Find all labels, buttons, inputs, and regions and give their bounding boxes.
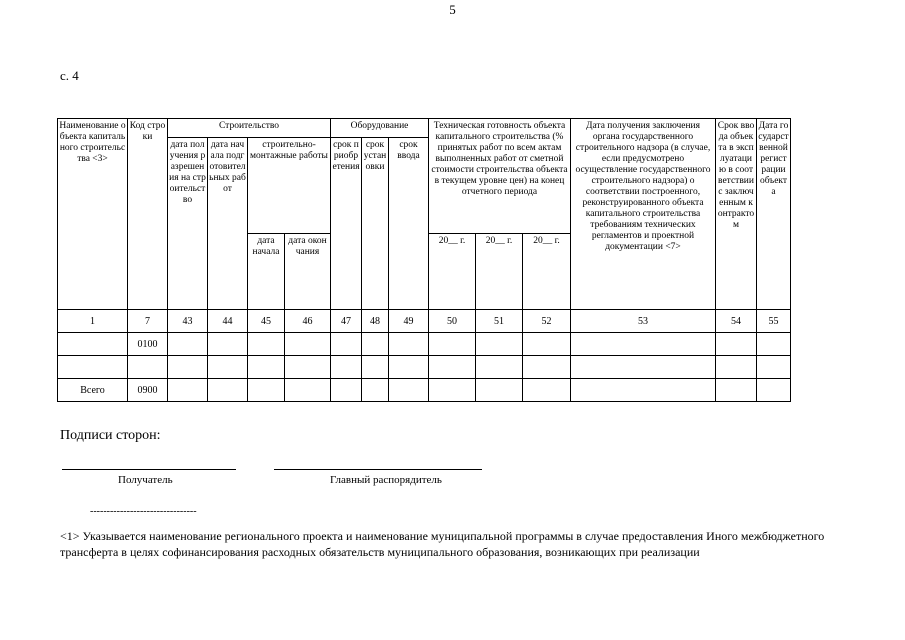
signatures-title: Подписи сторон: [60, 428, 161, 443]
header-construction-works: строительно-монтажные работы [248, 138, 331, 234]
table-cell [757, 379, 791, 402]
table-cell [208, 379, 248, 402]
table-cell [757, 356, 791, 379]
page-reference: с. 4 [60, 68, 79, 83]
col-number: 44 [208, 310, 248, 333]
header-commissioning-term: Срок ввода объекта в эксплуатацию в соответствии с заключенным контрактом [716, 119, 757, 310]
col-number: 52 [523, 310, 571, 333]
table-cell [58, 356, 128, 379]
table-cell [389, 333, 429, 356]
total-label: Всего [58, 379, 128, 402]
recipient-signature-line [62, 469, 236, 470]
header-works-start: дата начала [248, 234, 285, 310]
table-cell [523, 379, 571, 402]
col-number: 46 [285, 310, 331, 333]
table-cell [571, 356, 716, 379]
table-cell [331, 356, 362, 379]
table-cell [429, 356, 476, 379]
col-number: 51 [476, 310, 523, 333]
header-construction: Строительство [168, 119, 331, 138]
page-number: 5 [449, 2, 456, 17]
header-year-2: 20__ г. [476, 234, 523, 310]
header-install-term: срок установки [362, 138, 389, 310]
table-cell [757, 333, 791, 356]
header-registration-date: Дата государственной регистрации объекта [757, 119, 791, 310]
table-cell [362, 333, 389, 356]
header-conclusion-date: Дата получения заключения органа государственного строительного надзора (в случае, если предусмотрено осуществление государственного строительного надзора) о соответствии построенного, реконструированного объекта капитального строительства требованиям технических регламентов и проектной документации <7> [571, 119, 716, 310]
table-cell [523, 356, 571, 379]
table-cell [362, 356, 389, 379]
table-cell [476, 333, 523, 356]
header-technical-readiness: Техническая готовность объекта капитального строительства (% принятых работ по всем актам выполненных работ от сметной стоимости строительства объекта в текущем уровне цен) на конец отчетного периода [429, 119, 571, 234]
footnote-separator: -------------------------------- [90, 506, 197, 517]
table-cell [523, 333, 571, 356]
table-cell [248, 333, 285, 356]
table-cell [285, 379, 331, 402]
table-cell [571, 379, 716, 402]
header-row-code: Код строки [128, 119, 168, 310]
col-number: 48 [362, 310, 389, 333]
table-cell [168, 356, 208, 379]
header-permit-date: дата получения разрешения на строительство [168, 138, 208, 310]
header-year-3: 20__ г. [523, 234, 571, 310]
col-number: 47 [331, 310, 362, 333]
table-cell [389, 379, 429, 402]
recipient-label: Получатель [118, 474, 173, 486]
table-cell [571, 333, 716, 356]
header-prep-start: дата начала подготовительных работ [208, 138, 248, 310]
header-purchase-term: срок приобретения [331, 138, 362, 310]
row-code: 0100 [128, 333, 168, 356]
manager-label: Главный распорядитель [330, 474, 442, 486]
construction-form-table [57, 118, 791, 402]
table-cell [248, 356, 285, 379]
col-number: 55 [757, 310, 791, 333]
table-cell [476, 379, 523, 402]
table-cell [716, 356, 757, 379]
table-cell [168, 333, 208, 356]
table-cell [331, 333, 362, 356]
col-number: 45 [248, 310, 285, 333]
table-cell [429, 379, 476, 402]
header-commission-term: срок ввода [389, 138, 429, 310]
col-number: 7 [128, 310, 168, 333]
table-cell [716, 379, 757, 402]
table-cell [331, 379, 362, 402]
col-number: 1 [58, 310, 128, 333]
footnote-1: <1> Указывается наименование регионального проекта и наименование муниципальной программы в случае предоставления Иного межбюджетного трансферта в целях софинансирования расходных обязательств муниципального образования, возникающих при реализации [60, 529, 825, 559]
header-year-1: 20__ г. [429, 234, 476, 310]
table-cell [248, 379, 285, 402]
header-equipment: Оборудование [331, 119, 429, 138]
total-code: 0900 [128, 379, 168, 402]
table-cell [389, 356, 429, 379]
col-number: 50 [429, 310, 476, 333]
table-cell [429, 333, 476, 356]
manager-signature-line [274, 469, 482, 470]
table-cell [58, 333, 128, 356]
table-cell [128, 356, 168, 379]
col-number: 49 [389, 310, 429, 333]
table-cell [476, 356, 523, 379]
header-object-name: Наименование объекта капитального строительства <3> [58, 119, 128, 310]
col-number: 43 [168, 310, 208, 333]
col-number: 53 [571, 310, 716, 333]
col-number: 54 [716, 310, 757, 333]
header-works-end: дата окончания [285, 234, 331, 310]
table-cell [285, 356, 331, 379]
table-cell [208, 356, 248, 379]
table-cell [285, 333, 331, 356]
table-cell [362, 379, 389, 402]
table-cell [716, 333, 757, 356]
table-cell [168, 379, 208, 402]
table-cell [208, 333, 248, 356]
